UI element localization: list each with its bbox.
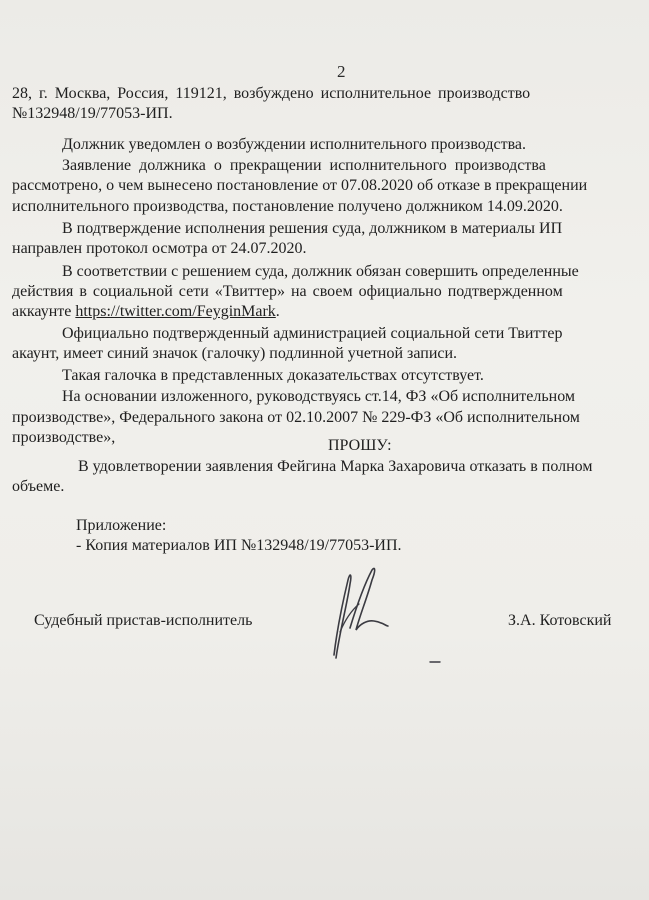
text-line: В удовлетворении заявления Фейгина Марка Захаровича отказать в полном (78, 458, 593, 475)
link-suffix: . (275, 303, 280, 320)
twitter-link[interactable]: https://twitter.com/FeyginMark (75, 303, 276, 320)
attachment-heading: Приложение: (76, 517, 167, 534)
text-line: В соответствии с решением суда, должник обязан совершить определенные (62, 263, 579, 280)
text-line: рассмотрено, о чем вынесено постановление от 07.08.2020 об отказе в прекращении (12, 177, 588, 194)
text-line: №132948/19/77053-ИП. (12, 105, 173, 122)
text-line: На основании изложенного, руководствуясь ст.14, ФЗ «Об исполнительном (62, 388, 576, 405)
text-line: аккаунте (12, 303, 72, 320)
text-line: Должник уведомлен о возбуждении исполнительного производства. (62, 136, 527, 153)
text-line: производстве», (12, 429, 116, 446)
text-line: действия в социальной сети «Твиттер» на своем официально подтвержденном (12, 283, 563, 300)
signatory-name: З.А. Котовский (508, 612, 612, 629)
text-line-with-link (12, 302, 280, 322)
attachment-item: - Копия материалов ИП №132948/19/77053-ИП. (76, 537, 402, 554)
text-line: В подтверждение исполнения решения суда, должником в материалы ИП (62, 220, 563, 237)
text-line: производстве», Федерального закона от 02.10.2007 № 229-ФЗ «Об исполнительном (12, 409, 580, 426)
request-heading: ПРОШУ: (328, 437, 392, 454)
text-line: акаунт, имеет синий значок (галочку) подлинной учетной записи. (12, 345, 458, 362)
text-line: Такая галочка в представленных доказательствах отсутствует. (62, 367, 484, 384)
text-line: 28, г. Москва, Россия, 119121, возбуждено исполнительное производство (12, 85, 531, 102)
page-number: 2 (337, 62, 346, 81)
text-line: исполнительного производства, постановление получено должником 14.09.2020. (12, 198, 563, 215)
handwritten-signature (312, 560, 442, 675)
text-line: объеме. (12, 478, 65, 495)
text-line: Заявление должника о прекращении исполнительного производства (62, 157, 546, 174)
text-line: направлен протокол осмотра от 24.07.2020. (12, 240, 307, 257)
text-line: Официально подтвержденный администрацией социальной сети Твиттер (62, 325, 563, 342)
signatory-title: Судебный пристав-исполнитель (34, 612, 253, 629)
